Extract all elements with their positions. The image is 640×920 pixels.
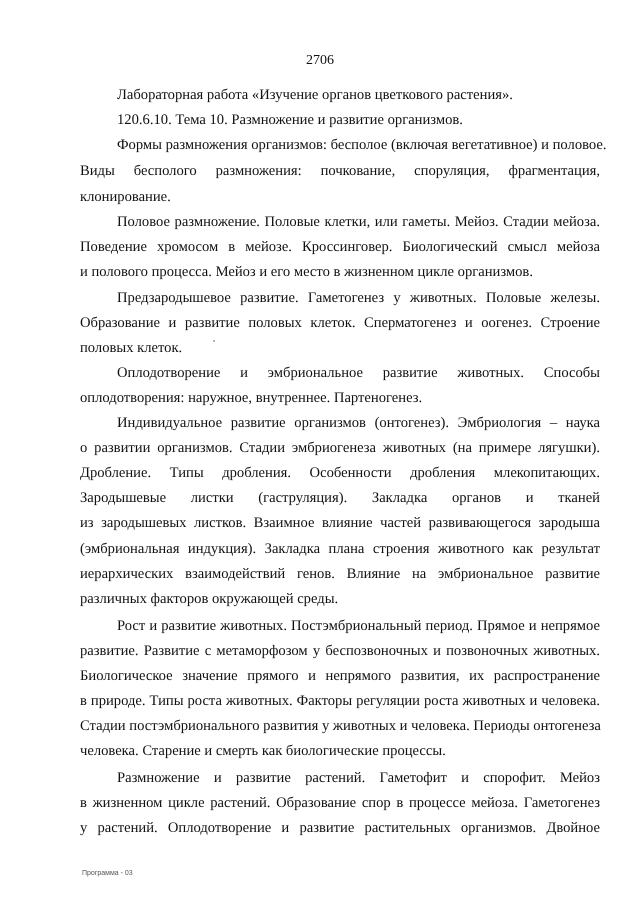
text-line: (эмбриональная индукция). Закладка плана строения животного как результат xyxy=(80,541,600,557)
text-line: клонирование. xyxy=(80,189,171,205)
text-line: Биологическое значение прямого и непрямого развития, их распространение xyxy=(80,668,600,684)
text-line: о развитии организмов. Стадии эмбриогенеза животных (на примере лягушки). xyxy=(80,440,600,456)
text-line: в природе. Типы роста животных. Факторы регуляции роста животных и человека. xyxy=(80,693,600,709)
text-line: половых клеток. xyxy=(80,340,183,356)
text-line: Дробление. Типы дробления. Особенности дробления млекопитающих. xyxy=(80,465,600,481)
text-line: иерархических взаимодействий генов. Влияние на эмбриональное развитие xyxy=(80,566,600,582)
text-line: Рост и развитие животных. Постэмбриональный период. Прямое и непрямое xyxy=(117,618,600,634)
text-line: у растений. Оплодотворение и развитие растительных организмов. Двойное xyxy=(80,820,600,836)
page-footer: Программа - 03 xyxy=(82,870,133,877)
text-line: Индивидуальное развитие организмов (онтогенез). Эмбриология – наука xyxy=(117,415,600,431)
text-line-lab-work: Лабораторная работа «Изучение органов цветкового растения». xyxy=(117,87,513,103)
text-line-topic-10: 120.6.10. Тема 10. Размножение и развитие организмов. xyxy=(117,112,463,128)
text-line: в жизненном цикле растений. Образование спор в процессе мейоза. Гаметогенез xyxy=(80,795,600,811)
text-line: развитие. Развитие с метаморфозом у беспозвоночных и позвоночных животных. xyxy=(80,643,600,659)
text-line: Образование и развитие половых клеток. Сперматогенез и оогенез. Строение xyxy=(80,315,600,331)
text-line: Виды бесполого размножения: почкование, споруляция, фрагментация, xyxy=(80,163,600,179)
text-line: Предзародышевое развитие. Гаметогенез у животных. Половые железы. xyxy=(117,290,600,306)
text-line: из зародышевых листков. Взаимное влияние частей развивающегося зародыша xyxy=(80,515,600,531)
text-line: и полового процесса. Мейоз и его место в жизненном цикле организмов. xyxy=(80,264,533,280)
text-line: Зародышевые листки (гаструляция). Закладка органов и тканей xyxy=(80,490,600,506)
page-number: 2706 xyxy=(306,53,334,68)
text-line: Оплодотворение и эмбриональное развитие животных. Способы xyxy=(117,365,600,381)
text-line: Размножение и развитие растений. Гаметофит и спорофит. Мейоз xyxy=(117,770,600,786)
scan-speck xyxy=(213,340,215,342)
text-line: различных факторов окружающей среды. xyxy=(80,591,339,607)
text-line: оплодотворения: наружное, внутреннее. Партеногенез. xyxy=(80,390,423,406)
text-line: человека. Старение и смерть как биологические процессы. xyxy=(80,743,446,759)
text-line: Стадии постэмбрионального развития у животных и человека. Периоды онтогенеза xyxy=(80,718,601,734)
text-line: Формы размножения организмов: бесполое (включая вегетативное) и половое. xyxy=(117,137,607,153)
text-line: Половое размножение. Половые клетки, или гаметы. Мейоз. Стадии мейоза. xyxy=(117,214,600,230)
text-line: Поведение хромосом в мейозе. Кроссинговер. Биологический смысл мейоза xyxy=(80,239,600,255)
